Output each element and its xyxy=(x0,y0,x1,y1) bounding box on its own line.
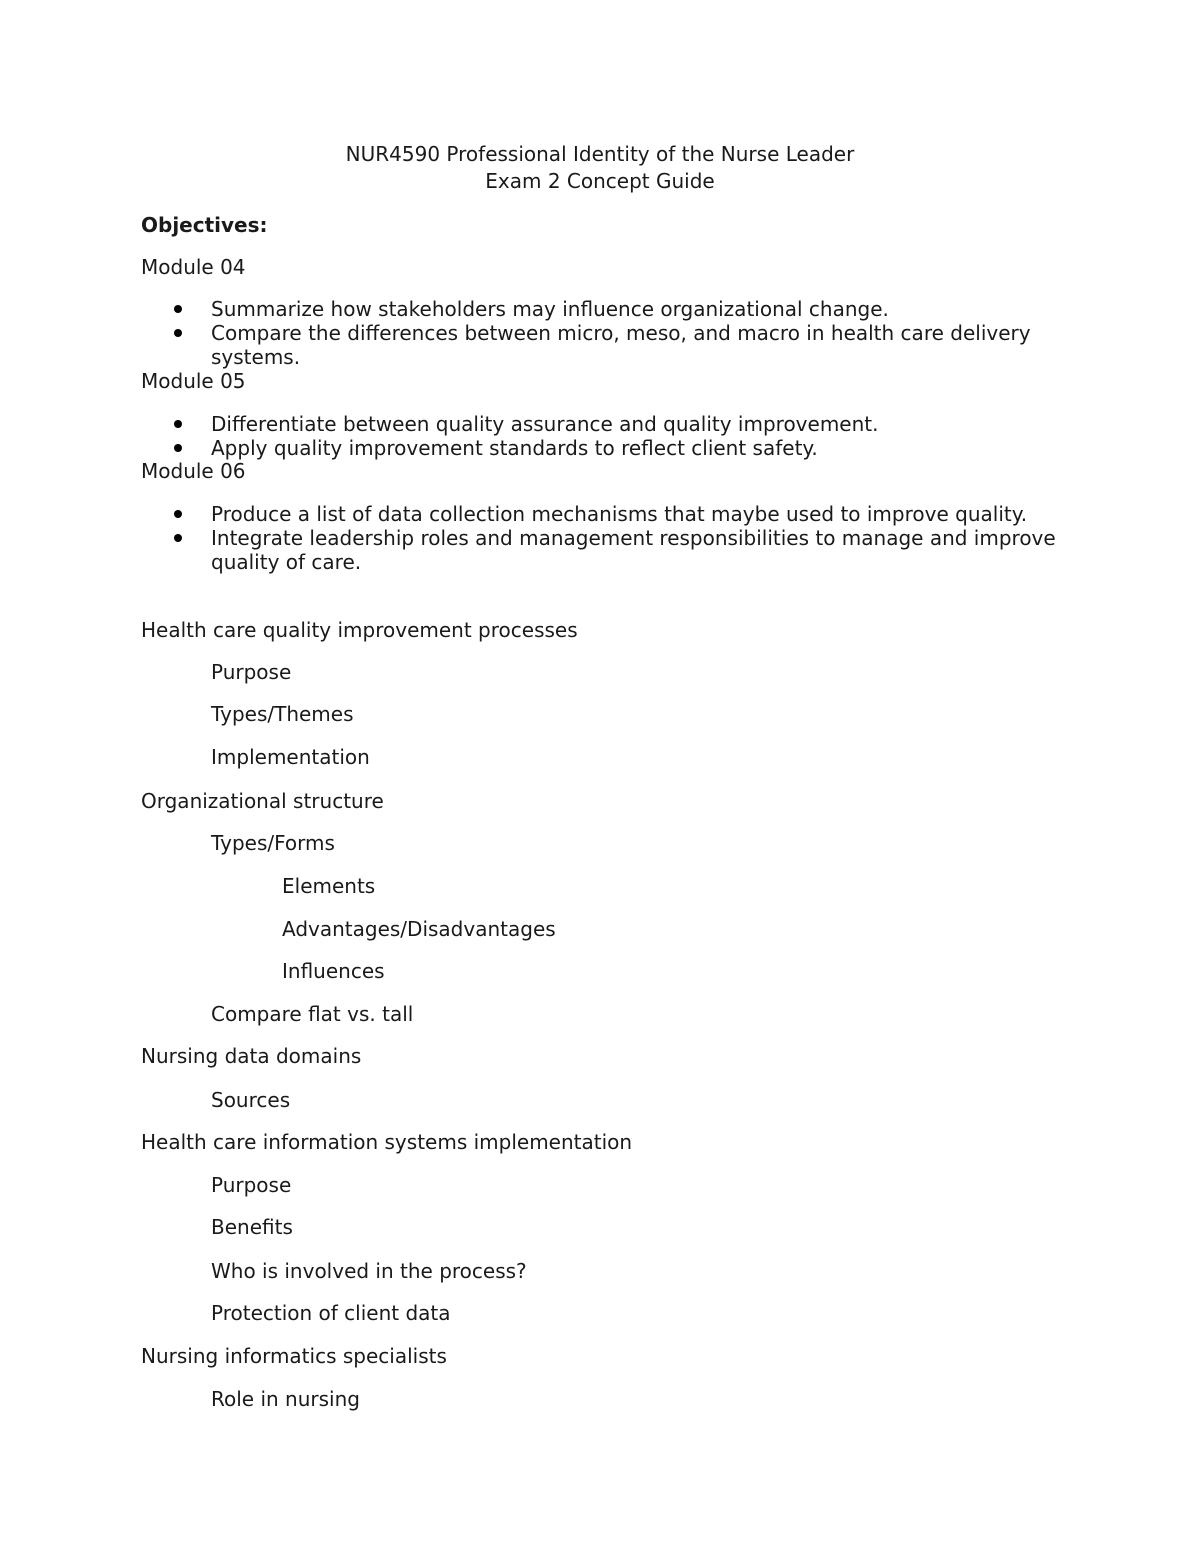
outline-item: Types/Themes xyxy=(211,702,354,726)
bullet-icon xyxy=(174,534,182,542)
module-label: Module 04 xyxy=(141,255,246,279)
objective-item: Compare the differences between micro, meso, and macro in health care delivery systems. xyxy=(211,321,1031,369)
bullet-icon xyxy=(174,420,182,428)
document-subtitle: Exam 2 Concept Guide xyxy=(485,169,715,193)
section-heading: Organizational structure xyxy=(141,789,384,813)
objective-item: Integrate leadership roles and management responsibilities to manage and improve quality of care. xyxy=(211,526,1056,574)
module-label: Module 06 xyxy=(141,459,246,483)
outline-item: Sources xyxy=(211,1088,291,1112)
outline-item: Purpose xyxy=(211,660,292,684)
outline-subitem: Elements xyxy=(282,874,376,898)
section-heading: Nursing informatics specialists xyxy=(141,1344,447,1368)
outline-item: Purpose xyxy=(211,1173,292,1197)
section-heading: Health care quality improvement processes xyxy=(141,618,578,642)
outline-item: Protection of client data xyxy=(211,1301,451,1325)
module-label: Module 05 xyxy=(141,369,246,393)
bullet-icon xyxy=(174,444,182,452)
outline-subitem: Influences xyxy=(282,959,385,983)
outline-item: Implementation xyxy=(211,745,370,769)
objectives-heading: Objectives: xyxy=(141,213,268,237)
outline-item: Role in nursing xyxy=(211,1387,360,1411)
objective-item: Apply quality improvement standards to reflect client safety. xyxy=(211,436,818,460)
bullet-icon xyxy=(174,305,182,313)
section-heading: Health care information systems implementation xyxy=(141,1130,633,1154)
section-heading: Nursing data domains xyxy=(141,1044,362,1068)
objective-item: Differentiate between quality assurance and quality improvement. xyxy=(211,412,879,436)
outline-subitem: Advantages/Disadvantages xyxy=(282,917,556,941)
bullet-icon xyxy=(174,510,182,518)
document-title: NUR4590 Professional Identity of the Nurse Leader xyxy=(345,142,855,166)
outline-item: Who is involved in the process? xyxy=(211,1259,527,1283)
outline-item: Benefits xyxy=(211,1215,293,1239)
outline-item: Types/Forms xyxy=(211,831,335,855)
objective-item: Produce a list of data collection mechanisms that maybe used to improve quality. xyxy=(211,502,1028,526)
bullet-icon xyxy=(174,329,182,337)
outline-item: Compare flat vs. tall xyxy=(211,1002,414,1026)
objective-item: Summarize how stakeholders may influence organizational change. xyxy=(211,297,889,321)
